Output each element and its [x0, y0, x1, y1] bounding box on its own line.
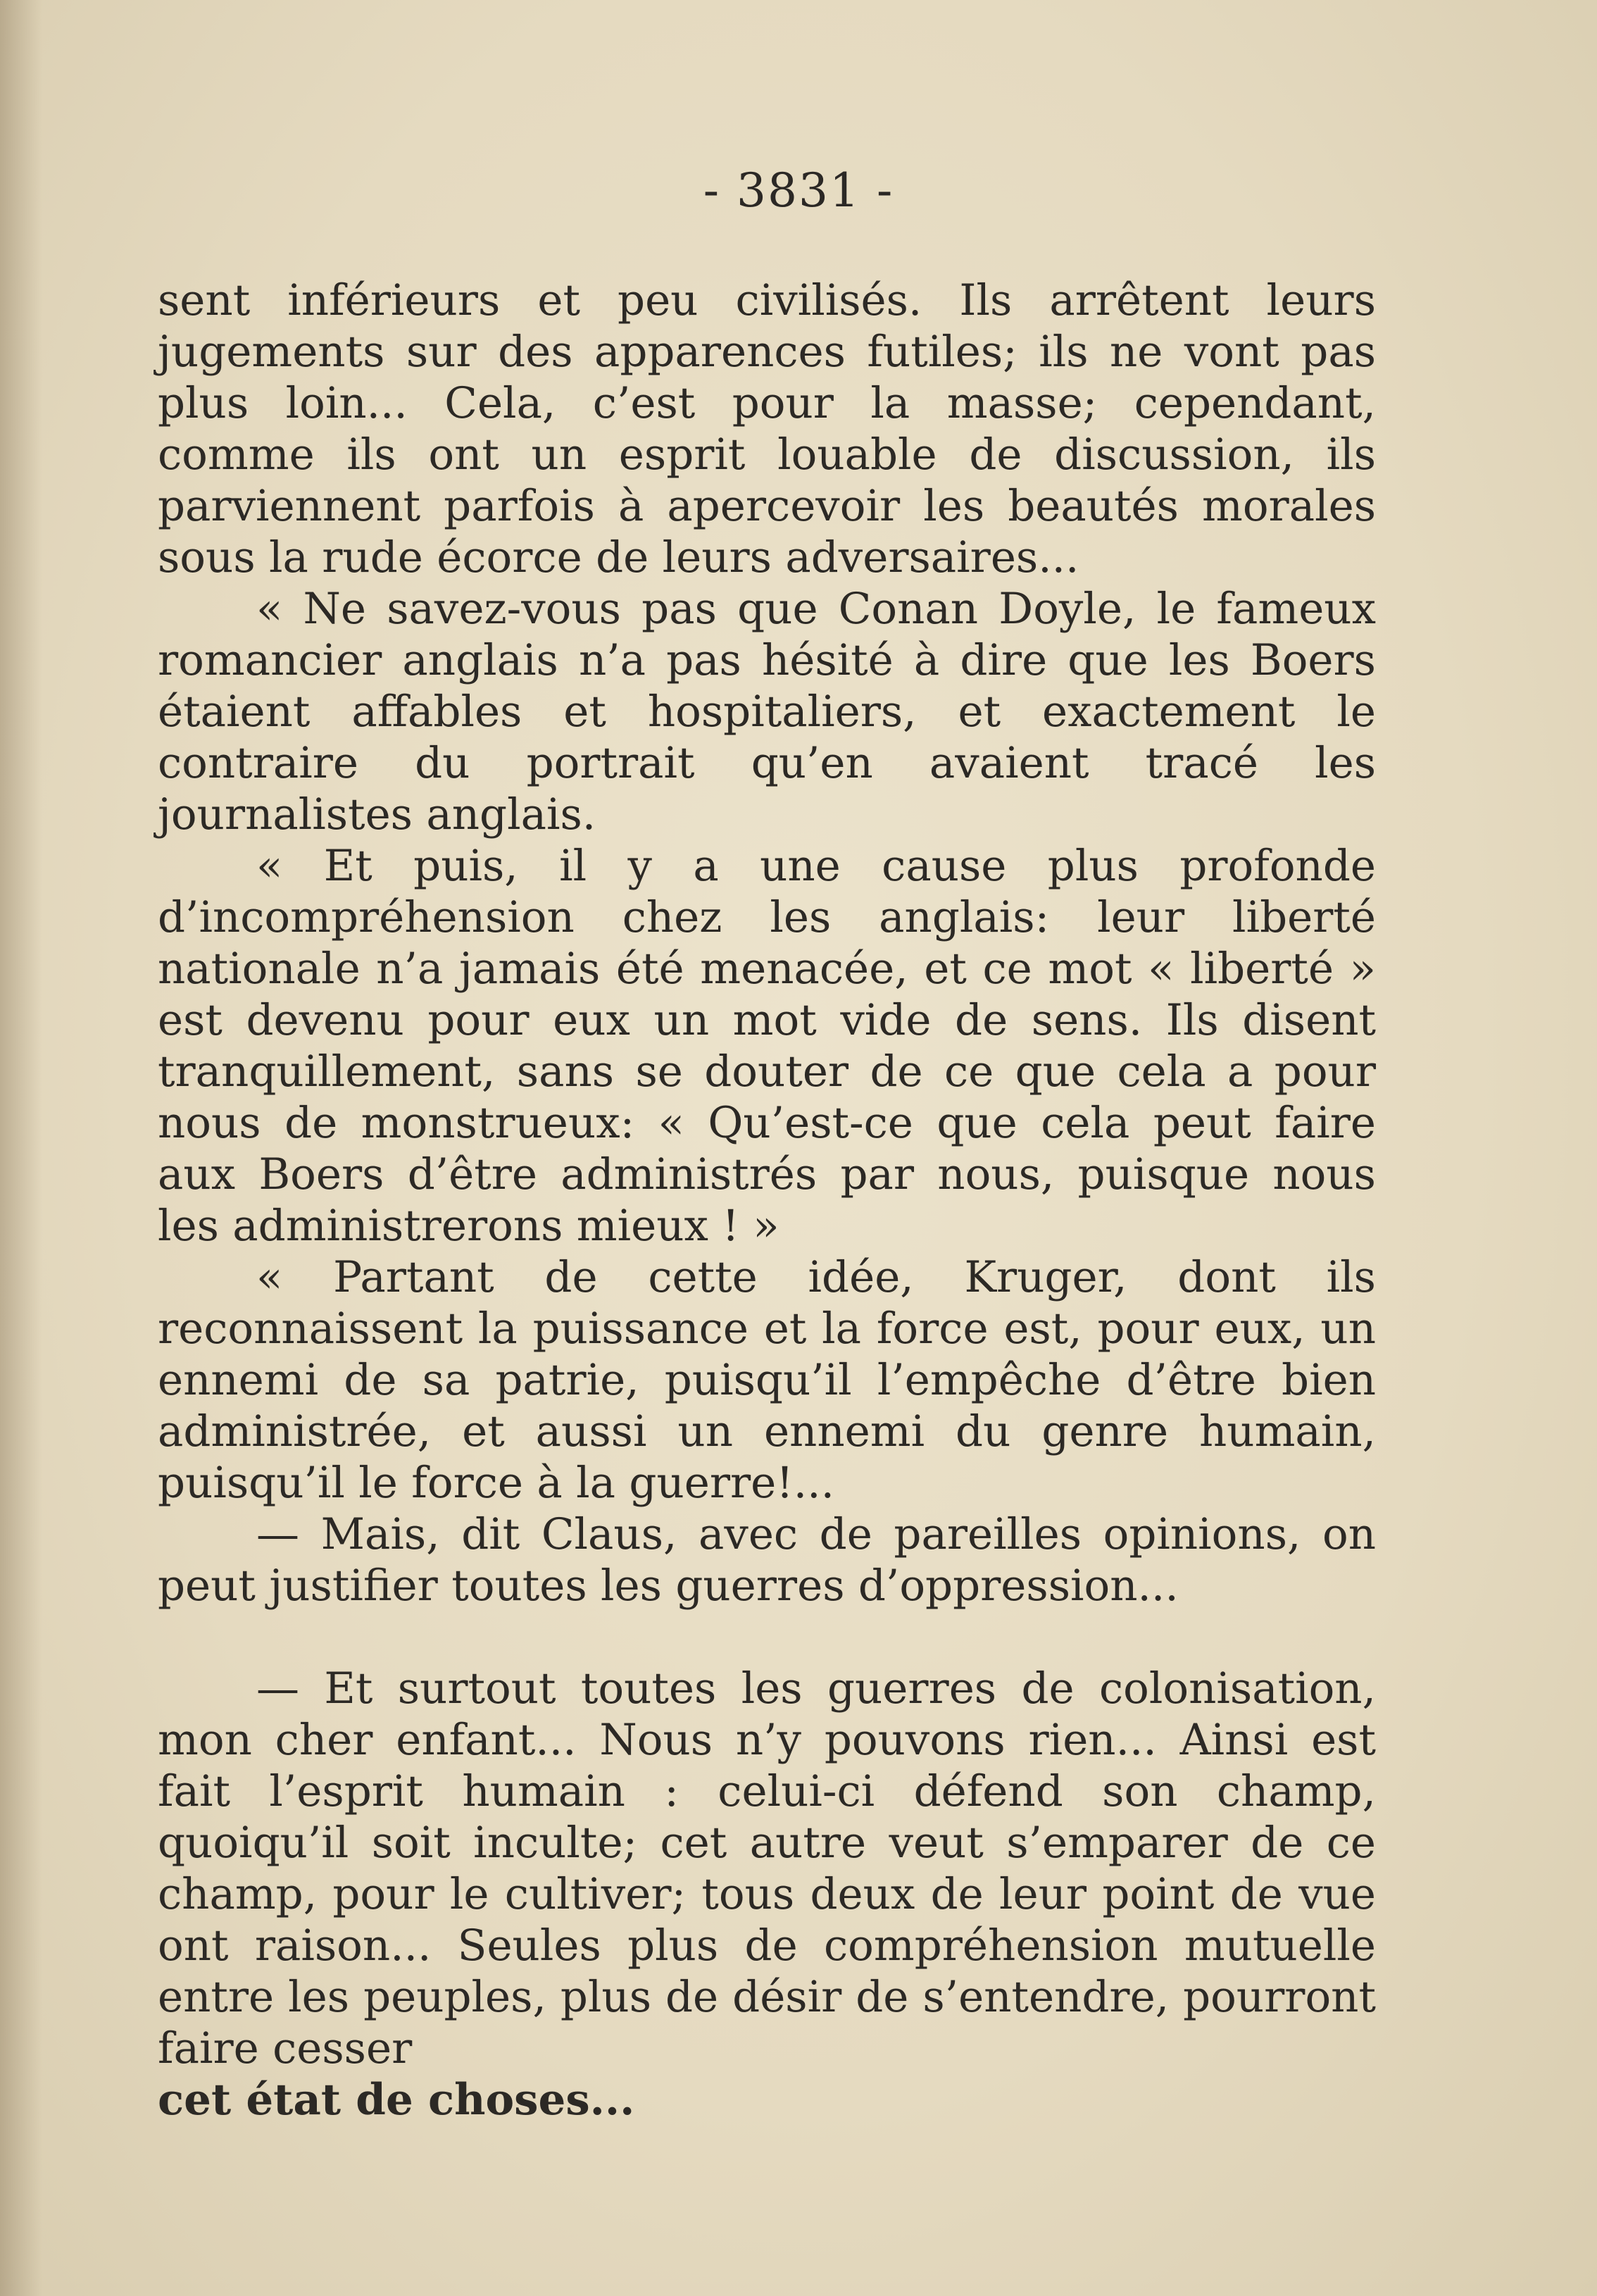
- closing-text: cet état de choses...: [158, 2075, 635, 2125]
- paragraph-conan-doyle: « Ne savez-vous pas que Conan Doyle, le fameux romancier anglais n’a pas hésité à dire que les Boers étaient affables et hospitaliers, et exactement le contraire du portrait qu’en avaient tracé les journalistes anglais.: [158, 584, 1376, 840]
- paragraph-continuation: sent inférieurs et peu civilisés. Ils arrêtent leurs jugements sur des apparences futiles; ils ne vont pas plus loin... Cela, c’est pour la masse; cependant, comme ils ont un esprit louable de discussion, ils parviennent parfois à apercevoir les beautés morales sous la rude écorce de leurs adversaires...: [158, 275, 1376, 582]
- paragraph-colonisation: — Et surtout toutes les guerres de colonisation, mon cher enfant... Nous n’y pouvons rien... Ainsi est fait l’esprit humain : celui-ci défend son champ, quoiqu’il soit inculte; cet autre veut s’emparer de ce champ, pour le cultiver; tous deux de leur point de vue ont raison... Seules plus de compréhension mutuelle entre les peuples, plus de désir de s’entendre, pourront faire cesser: [158, 1664, 1376, 2073]
- body-text: [158, 275, 1376, 2126]
- paragraph-incomprehension: « Et puis, il y a une cause plus profonde d’incompréhension chez les anglais: leur liberté nationale n’a jamais été menacée, et ce mot « liberté » est devenu pour eux un mot vide de sens. Ils disent tranquillement, sans se douter de ce que cela a pour nous de monstrueux: « Qu’est-ce que cela peut faire aux Boers d’être administrés par nous, puisque nous les administrerons mieux ! »: [158, 841, 1376, 1251]
- page-number: - 3831 -: [703, 163, 894, 218]
- paragraph-closing-line: [158, 2074, 1376, 2126]
- paragraph-claus-reply: — Mais, dit Claus, avec de pareilles opinions, on peut justifier toutes les guerres d’oppression...: [158, 1509, 1376, 1611]
- paragraph-kruger: « Partant de cette idée, Kruger, dont ils reconnaissent la puissance et la force est, pour eux, un ennemi de sa patrie, puisqu’il l’empêche d’être bien administrée, et aussi un ennemi du genre humain, puisqu’il le force à la guerre!...: [158, 1252, 1376, 1508]
